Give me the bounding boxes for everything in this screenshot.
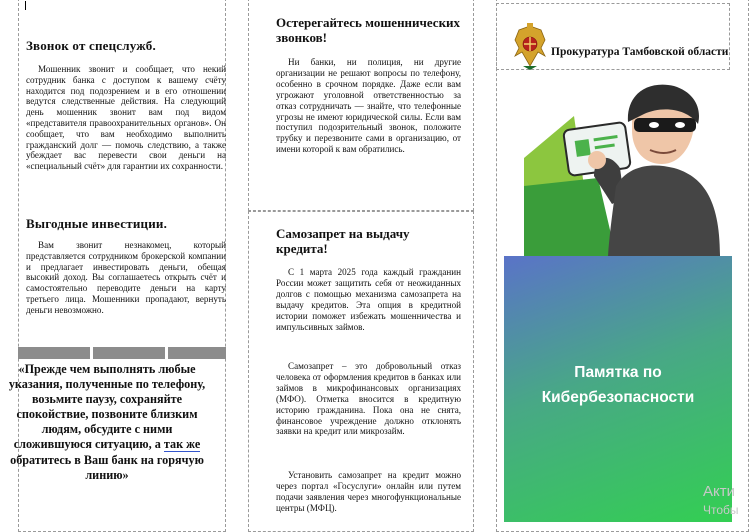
text-special-services: Мошенник звонит и сообщает, что некий сотрудник банка с доступом к вашему счёту находится под подозрением и в его отношении ведутся следственные действия. На следующий день мошенник звонит вам под видом «представителя правоохранительных органов». Он сообщает, что вам необходимо выполнить гражданский долг — помочь следствию, а также убеждает вас перевести свои деньги на «специальный счёт» для гарантии их сохранности. [26, 64, 226, 172]
activation-watermark: Акти [703, 483, 735, 500]
prosecutor-emblem-icon [510, 22, 550, 72]
divider-bar [168, 347, 226, 359]
spellcheck-underlined-text: так же [163, 437, 201, 452]
text-credit-ban-3: Установить самозапрет на кредит можно через портал «Госуслуги» онлайн или путем подачи заявления через многофункциональные центры (МФЦ). [276, 470, 461, 513]
text-beware-calls: Ни банки, ни полиция, ни другие организации не решают вопросы по телефону, особенно в срочном порядке. Даже если вам угрожают уголовной ответственностью за отказ сотрудничать — знайте, что телефонные угрозы не имеют юридической силы. Если вам поступил подозрительный звонок, положите трубку и перезвоните сами в организацию, от имени которой к вам обратились. [276, 57, 461, 155]
text-cursor [25, 1, 26, 10]
heading-investments: Выгодные инвестиции. [26, 216, 168, 231]
text-credit-ban-1: С 1 марта 2025 года каждый гражданин России может защитить себя от неожиданных долгов с помощью механизма самозапрета на выдачу кредитов. Эта опция в кредитной истории поможет избежать мошенничества и импульсивных займов. [276, 267, 461, 332]
text-credit-ban-2: Самозапрет – это добровольный отказ человека от оформления кредитов в банках или займов в микрофинансовых организациях (МФО). Отметка вносится в кредитную историю гражданина. Пока она не снята, финансовое учреждение должно отклонять заявки на кредит или микрозайм. [276, 361, 461, 437]
divider-bar [93, 347, 165, 359]
middle-column [248, 0, 474, 532]
brochure-title-line2: Кибербезопасности [541, 389, 695, 406]
text-investments: Вам звонит незнакомец, который представляется сотрудником брокерской компании и предлагает инвестировать деньги, обещая высокий доход. Вы соглашаетесь открыть счёт и самостоятельно переводите деньги на карту третьего лица. Мошенники пропадают, вернуть деньги невозможно. [26, 240, 226, 315]
organization-name: Прокуратура Тамбовской области [551, 46, 729, 58]
activation-watermark-sub: Чтобы [703, 503, 739, 517]
right-column [496, 0, 749, 532]
heading-credit-ban: Самозапрет на выдачу кредита! [276, 226, 410, 256]
advice-quote: «Прежде чем выполнять любые указания, полученные по телефону, возьмите паузу, сохраняйте спокойствие, позвоните близким людям, обсудите с ними сложившуюся ситуацию, а так же обратитесь в Ваш банк на горячую линию» [8, 362, 206, 482]
divider-bar [18, 347, 90, 359]
brochure-title-line1: Памятка по [574, 364, 662, 381]
brochure-title-banner [504, 256, 732, 522]
cyber-criminal-illustration [524, 78, 720, 256]
heading-beware-calls: Остерегайтесь мошеннических звонков! [276, 15, 461, 45]
heading-special-services: Звонок от спецслужб. [26, 38, 156, 53]
